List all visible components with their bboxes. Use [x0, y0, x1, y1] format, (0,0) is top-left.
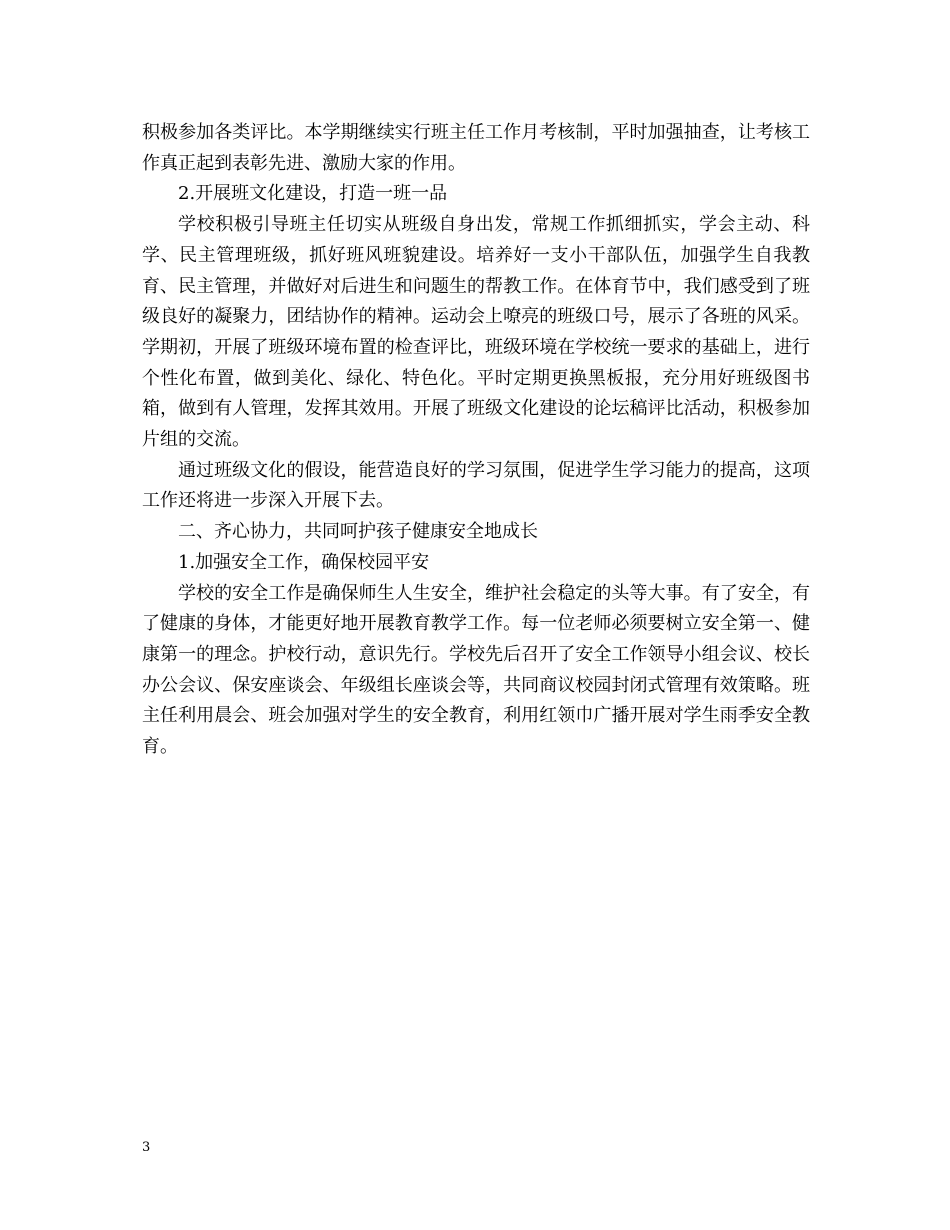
paragraph-continued: 积极参加各类评比。本学期继续实行班主任工作月考核制，平时加强抽查，让考核工作真正起到表彰先进、激励大家的作用。	[142, 122, 810, 174]
body-text	[142, 118, 810, 763]
subheading-safety-work: 1.加强安全工作，确保校园平安	[178, 551, 430, 573]
subheading-class-culture: 2.开展班文化建设，打造一班一品	[178, 183, 448, 205]
paragraph-class-culture: 学校积极引导班主任切实从班级自身出发，常规工作抓细抓实，学会主动、科学、民主管理班级，抓好班风班貌建设。培养好一支小干部队伍，加强学生自我教育、民主管理，并做好对后进生和问题生的帮教工作。在体育节中，我们感受到了班级良好的凝聚力，团结协作的精神。运动会上嘹亮的班级口号，展示了各班的风采。学期初，开展了班级环境布置的检查评比，班级环境在学校统一要求的基础上，进行个性化布置，做到美化、绿化、特色化。平时定期更换黑板报，充分用好班级图书箱，做到有人管理，发挥其效用。开展了班级文化建设的论坛稿评比活动，积极参加片组的交流。	[142, 214, 810, 451]
section-heading-safety: 二、齐心协力，共同呵护孩子健康安全地成长	[178, 521, 538, 543]
paragraph-safety-work: 学校的安全工作是确保师生人生安全，维护社会稳定的头等大事。有了安全，有了健康的身体，才能更好地开展教育教学工作。每一位老师必须要树立安全第一、健康第一的理念。护校行动，意识先行。学校先后召开了安全工作领导小组会议、校长办公会议、保安座谈会、年级组长座谈会等，共同商议校园封闭式管理有效策略。班主任利用晨会、班会加强对学生的安全教育，利用红领巾广播开展对学生雨季安全教育。	[142, 582, 810, 758]
paragraph-class-culture-summary: 通过班级文化的假设，能营造良好的学习氛围，促进学生学习能力的提高，这项工作还将进一步深入开展下去。	[142, 459, 810, 512]
page-number: 3	[142, 1140, 151, 1155]
